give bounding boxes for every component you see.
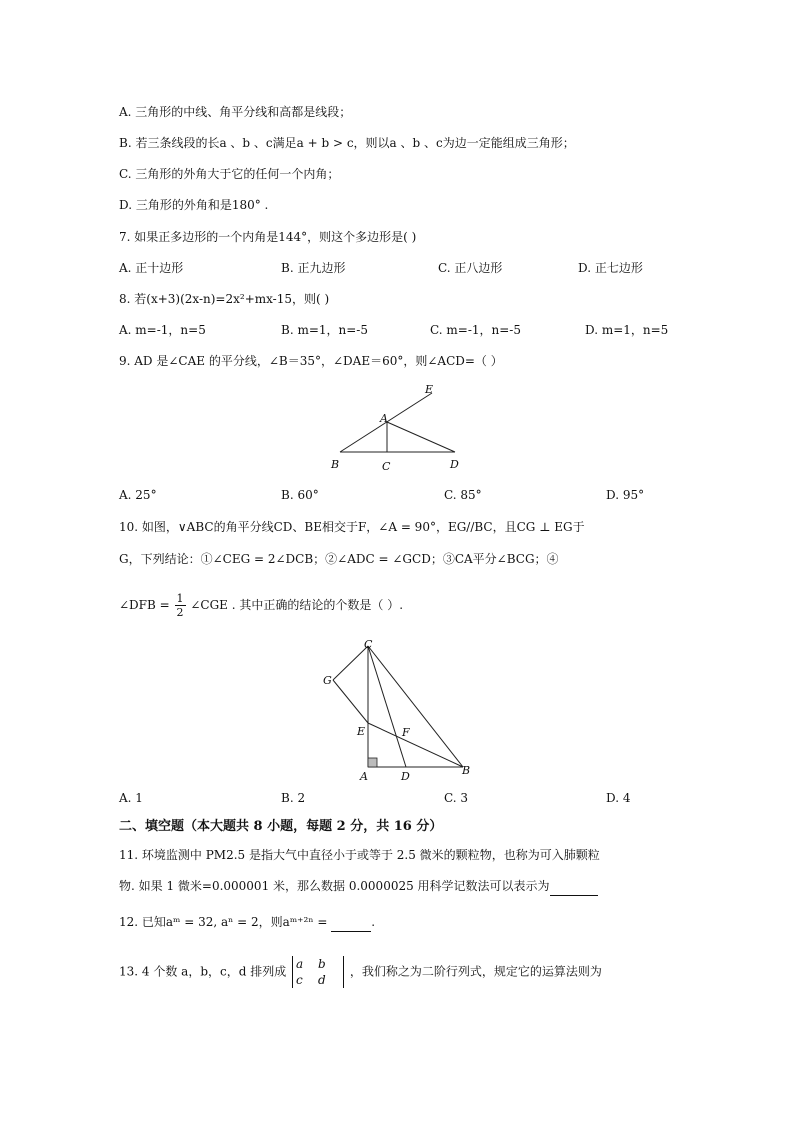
- q8-stem: 8. 若(x+3)(2x-n)=2x²+mx-15，则( ): [119, 292, 330, 306]
- q10-label-d: D: [401, 770, 410, 783]
- q10-segment-eb: [368, 723, 463, 767]
- q10-segment-gc: [333, 646, 368, 680]
- q7-option-d: D. 正七边形: [578, 261, 643, 275]
- fraction-numerator: 1: [176, 592, 184, 605]
- right-angle-marker: [368, 758, 377, 767]
- q9-segment-ad: [387, 422, 455, 452]
- q10-label-b: B: [462, 764, 471, 777]
- q9-option-b: B. 60°: [281, 488, 319, 502]
- q11-line-1: 11. 环境监测中 PM2.5 是指大气中直径小于或等于 2.5 微米的颗粒物，也称为可入肺颗粒: [119, 848, 600, 862]
- q11-line-2: [119, 877, 598, 896]
- q9-label-d: D: [450, 458, 459, 471]
- q10-triangle-figure: [318, 638, 478, 786]
- q9-option-d: D. 95°: [606, 488, 645, 502]
- q10-line-3-suffix: ∠CGE . 其中正确的结论的个数是（ ）.: [190, 598, 404, 612]
- fraction-denominator: 2: [176, 606, 184, 619]
- q12-suffix: .: [371, 915, 376, 929]
- q11-answer-blank[interactable]: [550, 877, 598, 896]
- q10-label-e: E: [357, 725, 366, 738]
- q12: [119, 913, 375, 932]
- q10-line-2: G，下列结论：①∠CEG = 2∠DCB；②∠ADC = ∠GCD；③CA平分∠BCG；④: [119, 552, 559, 566]
- q12-text: 12. 已知aᵐ = 32, aⁿ = 2，则aᵐ⁺²ⁿ =: [119, 915, 332, 929]
- q8-option-c: C. m=-1，n=-5: [430, 323, 521, 337]
- q10-segment-cb: [368, 646, 463, 767]
- q10-segment-ge: [333, 680, 368, 723]
- q10-option-a: A. 1: [119, 791, 143, 805]
- q9-option-a: A. 25°: [119, 488, 157, 502]
- q10-line-1: 10. 如图，∨ABC的角平分线CD、BE相交于F，∠A = 90°，EG//BC，且CG ⊥ EG于: [119, 520, 585, 534]
- det-entry-b: b: [318, 957, 326, 971]
- q9-label-b: B: [331, 458, 340, 471]
- det-entry-d: d: [318, 973, 326, 987]
- q10-option-d: D. 4: [606, 791, 631, 805]
- q6-option-c: C. 三角形的外角大于它的任何一个内角；: [119, 167, 340, 181]
- q13-suffix: ，我们称之为二阶行列式，规定它的运算法则为: [349, 964, 602, 979]
- q6-option-a: A. 三角形的中线、角平分线和高都是线段；: [119, 105, 352, 119]
- q9-label-e: E: [425, 383, 434, 396]
- q7-option-c: C. 正八边形: [438, 261, 503, 275]
- q7-option-b: B. 正九边形: [281, 261, 346, 275]
- q8-option-d: D. m=1，n=5: [585, 323, 669, 337]
- q9-stem: 9. AD 是∠CAE 的平分线，∠B＝35°，∠DAE＝60°，则∠ACD=（ ）: [119, 354, 503, 368]
- q11-line-2-text: 物. 如果 1 微米=0.000001 米，那么数据 0.0000025 用科学记数法可以表示为: [119, 879, 550, 893]
- q9-label-a: A: [380, 412, 388, 425]
- q10-option-c: C. 3: [444, 791, 469, 805]
- q6-option-d: D. 三角形的外角和是180° .: [119, 198, 269, 212]
- q10-label-f: F: [402, 726, 410, 739]
- q9-option-c: C. 85°: [444, 488, 482, 502]
- q10-label-a: A: [360, 770, 368, 783]
- q6-option-b: B. 若三条线段的长a 、b 、c满足a + b > c，则以a 、b 、c为边一定能组成三角形；: [119, 136, 575, 150]
- section-2-title: 二、填空题（本大题共 8 小题，每题 2 分，共 16 分）: [119, 819, 443, 834]
- q13-prefix: 13. 4 个数 a，b，c，d 排列成: [119, 964, 287, 979]
- q10-line-3: [119, 592, 403, 619]
- q8-option-a: A. m=-1，n=5: [119, 323, 206, 337]
- q7-option-a: A. 正十边形: [119, 261, 184, 275]
- q12-answer-blank[interactable]: [331, 913, 371, 932]
- q10-label-g: G: [323, 674, 332, 687]
- q10-segment-cd: [368, 646, 406, 767]
- q10-option-b: B. 2: [281, 791, 306, 805]
- one-half-fraction: [175, 592, 186, 619]
- det-entry-a: a: [296, 957, 304, 971]
- q7-stem: 7. 如果正多边形的一个内角是144°，则这个多边形是( ): [119, 230, 417, 244]
- det-entry-c: c: [296, 973, 303, 987]
- q10-line-3-prefix: ∠DFB =: [119, 598, 170, 612]
- q9-label-c: C: [382, 460, 391, 473]
- determinant-matrix: [292, 956, 344, 988]
- q8-option-b: B. m=1，n=-5: [281, 323, 368, 337]
- q10-label-c: C: [364, 638, 373, 651]
- q13: [119, 956, 602, 988]
- q9-triangle-figure: [325, 380, 475, 475]
